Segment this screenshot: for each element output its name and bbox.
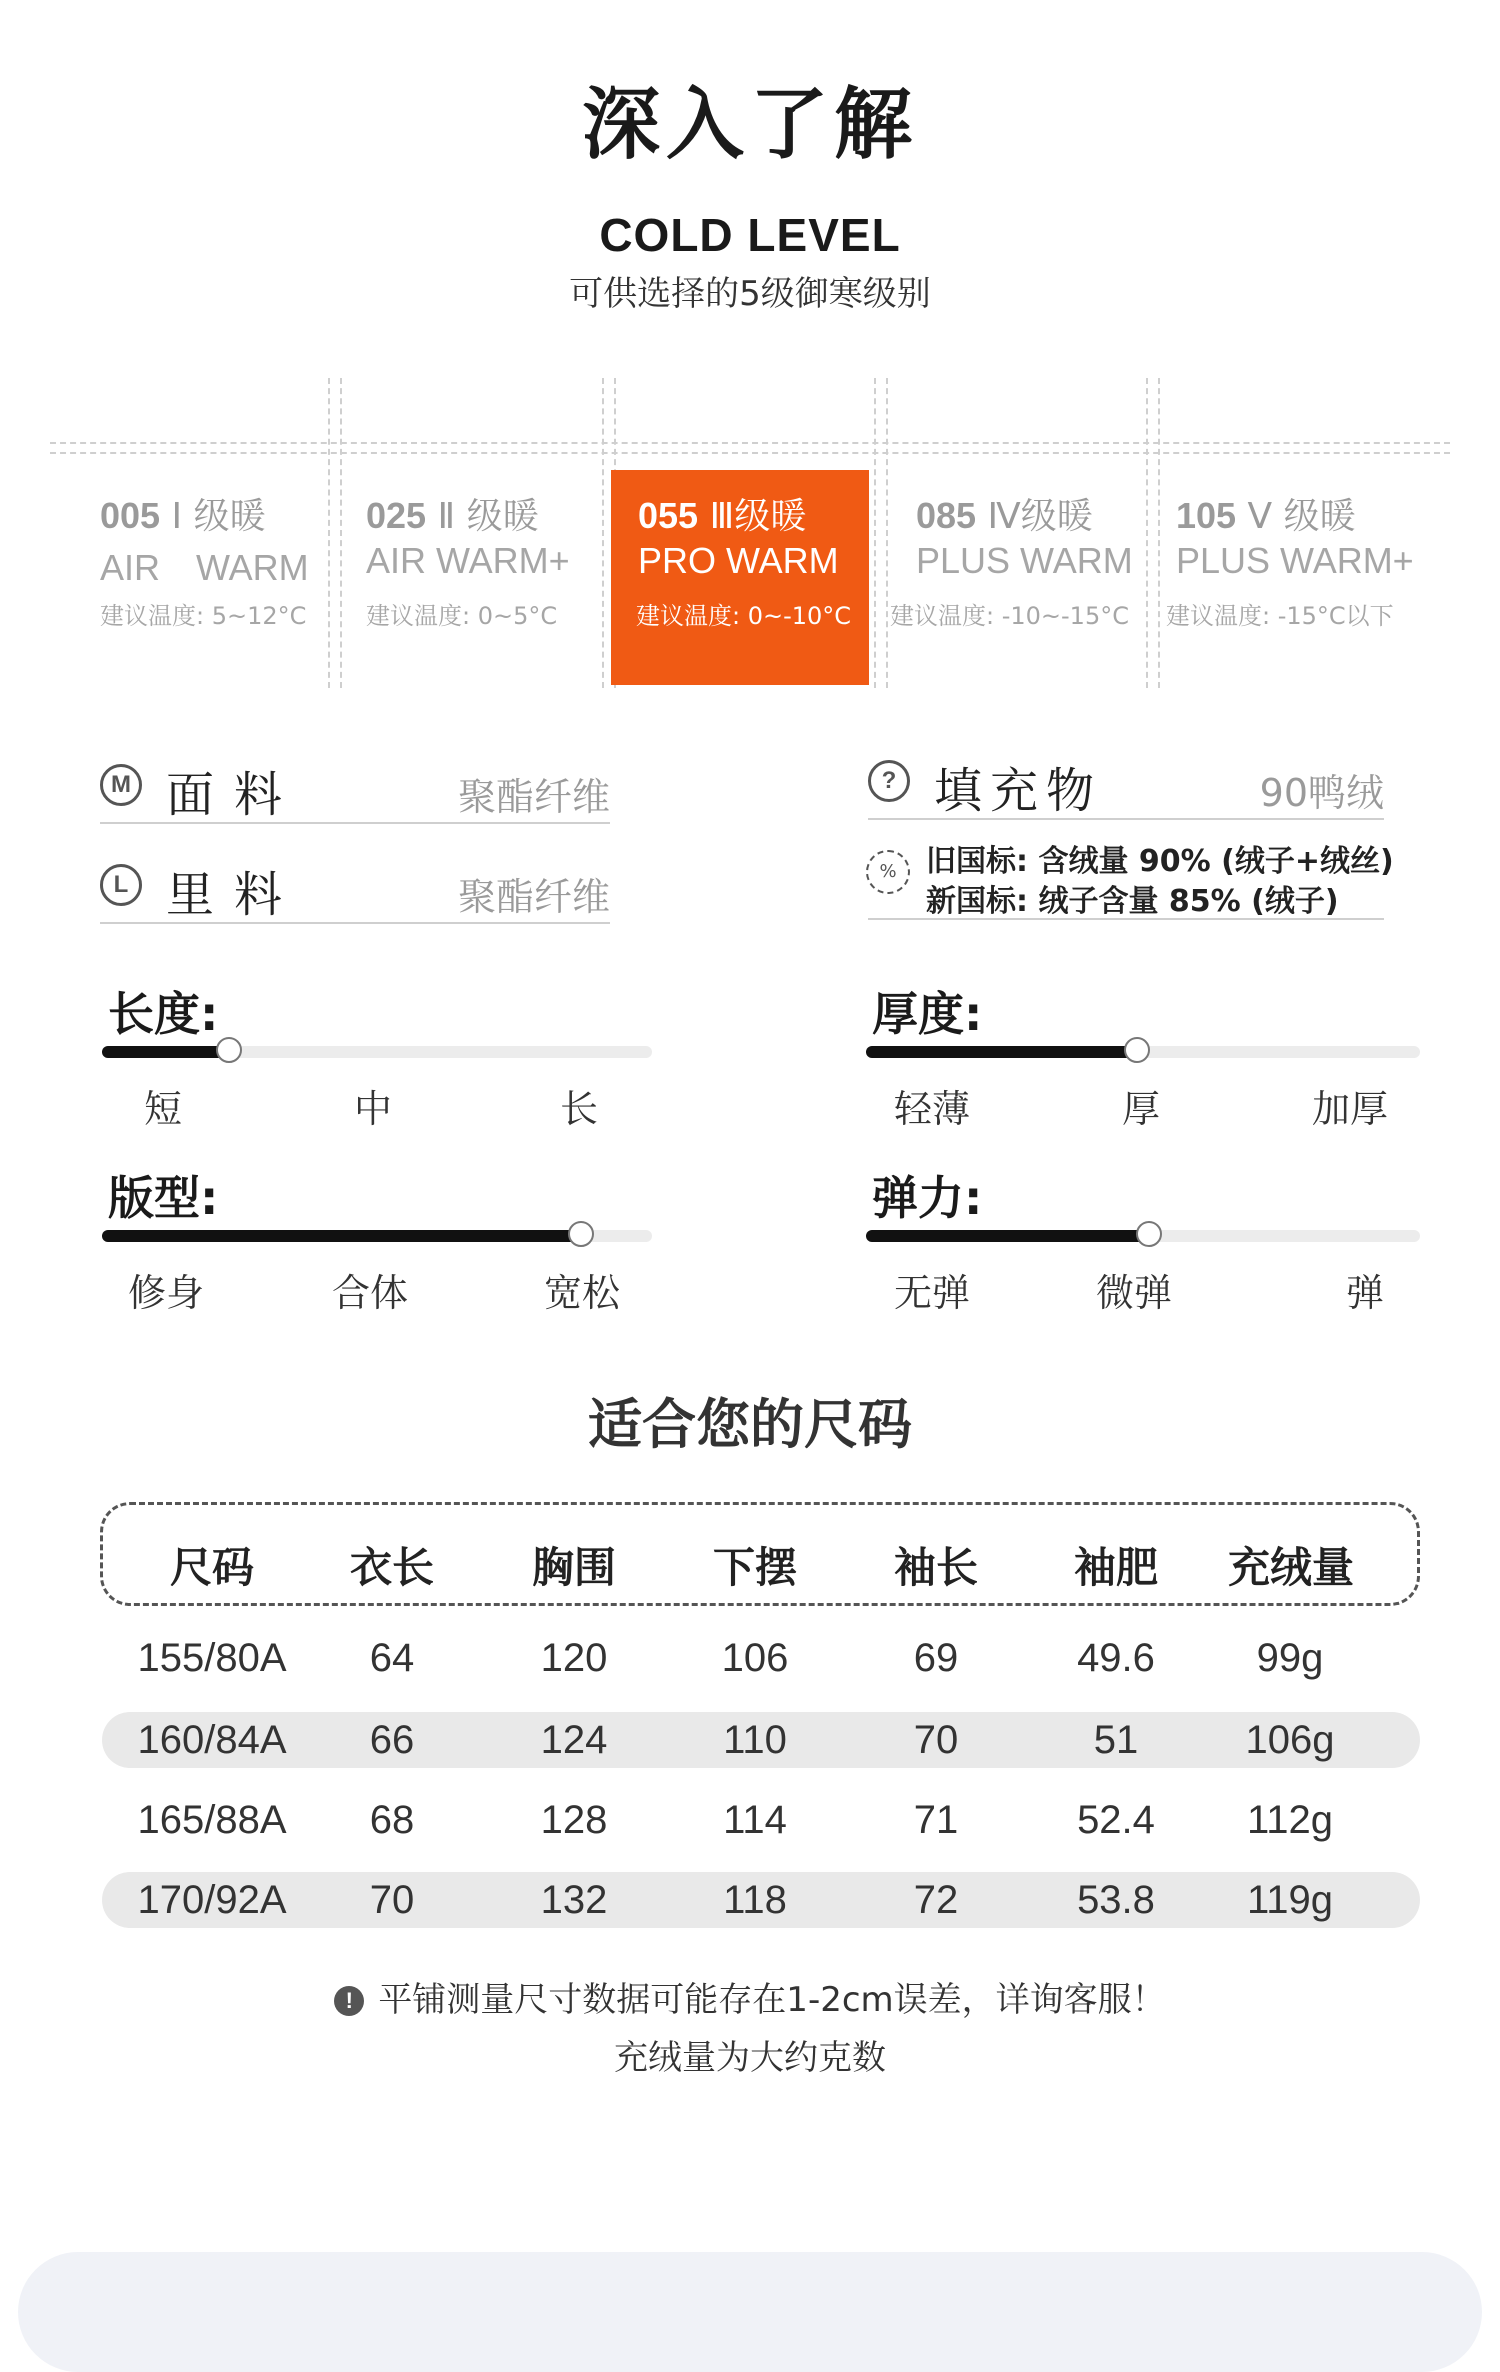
level-name: PLUS WARM+ (1176, 540, 1414, 581)
thickness-slider[interactable] (866, 1046, 1420, 1058)
bottom-panel (18, 2252, 1482, 2372)
filling-label: 填充物 (934, 763, 1103, 819)
old-standard-note: 旧国标: 含绒量 90% (绒子+绒丝) (926, 844, 1394, 879)
length-slider[interactable] (102, 1046, 652, 1058)
header-chest: 胸围 (531, 1543, 616, 1592)
header-hem: 下摆 (712, 1543, 797, 1592)
table-cell: 70 (913, 1718, 959, 1762)
question-circle-icon: ? (868, 760, 910, 802)
level-grade: Ⅲ级暖 (709, 496, 807, 537)
lining-row (100, 852, 610, 924)
length-title: 长度: (108, 987, 219, 1041)
table-cell: 132 (540, 1878, 608, 1922)
fit-title: 版型: (108, 1171, 219, 1225)
grid-divider (1146, 378, 1148, 688)
fabric-row (100, 752, 610, 824)
table-cell: 69 (913, 1636, 959, 1680)
level-grade: Ⅴ 级暖 (1247, 496, 1356, 537)
fit-label-slim: 修身 (128, 1271, 205, 1315)
level-temp: 建议温度: 0~5°C (366, 602, 558, 630)
table-cell: 124 (540, 1718, 608, 1762)
table-cell: 53.8 (1077, 1878, 1155, 1922)
cold-level-105[interactable] (1152, 470, 1452, 685)
filling-row (868, 748, 1384, 820)
level-grade: Ⅱ 级暖 (437, 496, 539, 537)
cold-level-subtitle: 可供选择的5级御寒级别 (569, 274, 931, 314)
table-row (102, 1712, 1420, 1768)
fit-slider-handle[interactable] (568, 1221, 594, 1247)
elasticity-label-slight: 微弹 (1096, 1271, 1173, 1315)
level-temp: 建议温度: -15°C以下 (1166, 602, 1394, 630)
elasticity-title: 弹力: (872, 1171, 983, 1225)
level-name: AIR WARM (100, 547, 309, 588)
grid-divider (874, 378, 876, 688)
elasticity-slider-handle[interactable] (1136, 1221, 1162, 1247)
level-temp: 建议温度: 0~-10°C (636, 602, 852, 630)
thickness-label-extra-thick: 加厚 (1312, 1087, 1389, 1131)
grid-divider (602, 378, 604, 688)
level-code: 055 (638, 495, 699, 536)
level-temp: 建议温度: 5~12°C (100, 602, 307, 630)
grid-divider (50, 442, 1450, 444)
table-cell: 66 (369, 1718, 415, 1762)
level-code: 025 (366, 495, 427, 536)
table-cell: 70 (369, 1878, 415, 1922)
exclamation-circle-icon: ! (334, 1986, 364, 2016)
header-sleeve-length: 袖长 (893, 1543, 978, 1592)
header-size: 尺码 (169, 1543, 254, 1592)
cold-level-085[interactable] (880, 470, 1140, 685)
table-cell: 165/88A (137, 1798, 287, 1842)
table-cell: 71 (913, 1798, 959, 1842)
down-fill-note: 充绒量为大约克数 (614, 2038, 886, 2078)
table-row (102, 1872, 1420, 1928)
lining-value: 聚酯纤维 (457, 875, 610, 919)
table-cell: 112g (1246, 1798, 1333, 1842)
cold-level-heading: COLD LEVEL (599, 209, 901, 261)
filling-value: 90鸭绒 (1259, 771, 1384, 815)
measurement-note-text: 平铺测量尺寸数据可能存在1-2cm误差，详询客服！ (378, 1980, 1166, 2020)
table-cell: 118 (723, 1878, 787, 1922)
elasticity-slider[interactable] (866, 1230, 1420, 1242)
table-cell: 68 (369, 1798, 415, 1842)
thickness-label-thick: 厚 (1122, 1087, 1161, 1131)
thickness-label-thin: 轻薄 (894, 1087, 971, 1131)
table-cell: 52.4 (1077, 1798, 1155, 1842)
fit-label-loose: 宽松 (544, 1271, 621, 1315)
level-grade: Ⅳ级暖 (987, 496, 1093, 537)
size-table-title: 适合您的尺码 (588, 1393, 912, 1456)
table-cell: 120 (540, 1636, 608, 1680)
level-name: PLUS WARM (916, 540, 1133, 581)
header-length: 衣长 (349, 1543, 434, 1592)
table-cell: 114 (723, 1798, 787, 1842)
length-slider-handle[interactable] (216, 1037, 242, 1063)
header-sleeve-width: 袖肥 (1073, 1543, 1158, 1592)
table-cell: 49.6 (1077, 1636, 1155, 1680)
level-name: PRO WARM (638, 540, 839, 581)
table-cell: 106 (721, 1636, 789, 1680)
table-cell: 99g (1256, 1636, 1324, 1680)
elasticity-label-stretch: 弹 (1346, 1271, 1385, 1315)
fit-label-regular: 合体 (332, 1271, 409, 1315)
size-table-header (100, 1502, 1420, 1606)
header-down-fill: 充绒量 (1227, 1543, 1354, 1592)
fit-slider[interactable] (102, 1230, 652, 1242)
table-row (102, 1792, 1420, 1848)
filling-divider (868, 918, 1384, 920)
fabric-value: 聚酯纤维 (457, 775, 610, 819)
table-cell: 110 (723, 1718, 787, 1762)
table-cell: 128 (540, 1798, 608, 1842)
m-circle-icon: M (100, 764, 142, 806)
level-grade: Ⅰ 级暖 (171, 496, 266, 537)
length-label-short: 短 (144, 1087, 183, 1131)
l-circle-icon: L (100, 864, 142, 906)
table-cell: 51 (1093, 1718, 1139, 1762)
table-cell: 119g (1246, 1878, 1333, 1922)
cold-level-055-selected[interactable] (611, 470, 869, 685)
table-cell: 160/84A (137, 1718, 287, 1762)
length-label-long: 长 (560, 1087, 599, 1131)
level-code: 105 (1176, 495, 1237, 536)
measurement-note (0, 1972, 1500, 2021)
thickness-slider-handle[interactable] (1124, 1037, 1150, 1063)
table-row (102, 1630, 1420, 1686)
table-cell: 170/92A (137, 1878, 287, 1922)
table-cell: 64 (369, 1636, 415, 1680)
elasticity-label-none: 无弹 (894, 1271, 971, 1315)
level-temp: 建议温度: -10~-15°C (890, 602, 1129, 630)
level-code: 005 (100, 495, 161, 536)
fabric-label: 面料 (166, 767, 303, 823)
grid-divider (50, 452, 1450, 454)
table-cell: 106g (1245, 1718, 1335, 1762)
table-cell: 72 (913, 1878, 959, 1922)
lining-label: 里料 (166, 867, 303, 923)
grid-divider (328, 378, 330, 688)
cold-level-025[interactable] (338, 470, 598, 685)
percent-circle-icon: % (866, 850, 910, 894)
table-cell: 155/80A (137, 1636, 287, 1680)
level-code: 085 (916, 495, 977, 536)
page-title: 深入了解 (581, 80, 918, 170)
cold-level-005[interactable] (68, 470, 328, 685)
thickness-title: 厚度: (872, 987, 983, 1041)
new-standard-note: 新国标: 绒子含量 85% (绒子) (926, 884, 1339, 919)
level-name: AIR WARM+ (366, 540, 570, 581)
length-label-medium: 中 (354, 1087, 393, 1131)
